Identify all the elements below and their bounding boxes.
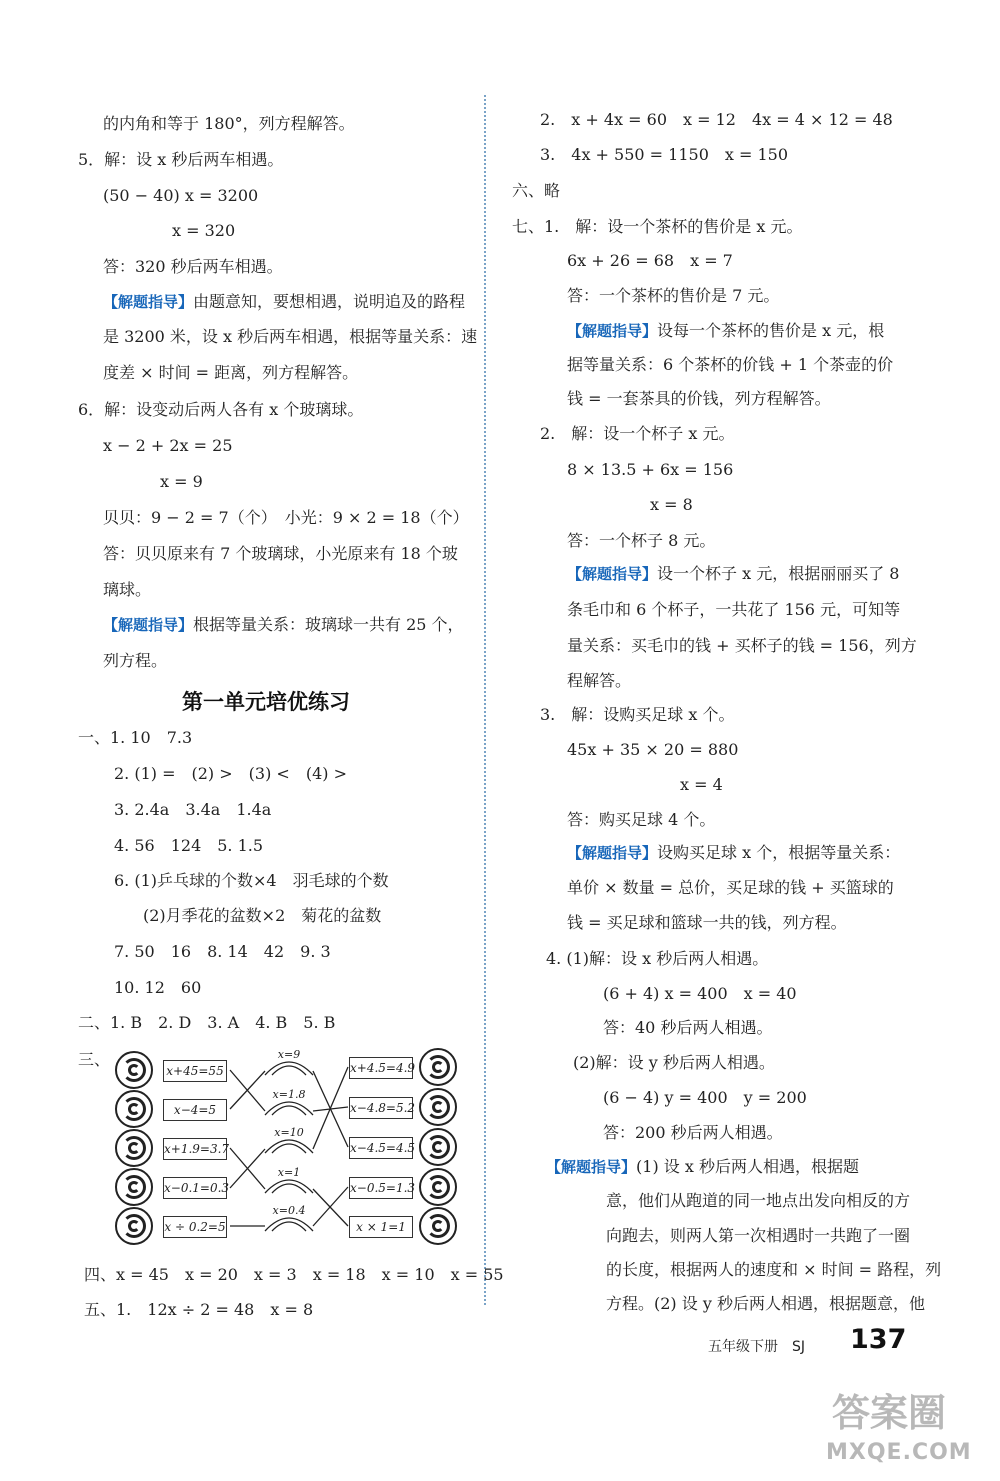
right-line: 45x + 35 × 20 = 880 — [567, 740, 739, 759]
left-line: 四、x = 45 x = 20 x = 3 x = 18 x = 10 x = 55 — [84, 1265, 504, 1284]
left-line: 4. 56 124 5. 1.5 — [114, 836, 264, 855]
right-line: 量关系：买毛巾的钱 + 买杯子的钱 = 156，列方 — [567, 636, 917, 655]
watermark-logo: 答案圈 — [832, 1391, 947, 1435]
right-line: 据等量关系：6 个茶杯的价钱 + 1 个茶壶的价 — [567, 355, 894, 374]
left-line: 三、 — [78, 1050, 111, 1069]
solution-tip-line — [567, 564, 899, 584]
right-line: 六、略 — [512, 181, 561, 200]
solution-label: x=1.8 — [272, 1088, 306, 1101]
equation-box: x−0.5=1.3 — [349, 1177, 413, 1199]
right-line: (2)解：设 y 秒后两人相遇。 — [573, 1053, 775, 1072]
right-line: 单价 × 数量 = 总价，买足球的钱 + 买篮球的 — [567, 878, 894, 897]
watermark-url: MXQE.COM — [826, 1440, 972, 1465]
ball-icon — [419, 1048, 457, 1086]
left-line: 度差 × 时间 = 距离，列方程解答。 — [103, 363, 359, 382]
ball-icon — [419, 1168, 457, 1206]
solution-label: x=10 — [274, 1126, 304, 1139]
right-line: 方程。(2) 设 y 秒后两人相遇，根据题意，他 — [606, 1294, 925, 1313]
left-line: 答：320 秒后两车相遇。 — [103, 257, 283, 276]
ball-icon — [115, 1129, 153, 1167]
solution-tip-line — [103, 292, 465, 312]
right-line: 条毛巾和 6 个杯子，一共花了 156 元，可知等 — [567, 600, 901, 619]
equation-box: x−4.5=4.5 — [349, 1137, 413, 1159]
left-line: 列方程。 — [103, 651, 168, 670]
right-line: 6x + 26 = 68 x = 7 — [567, 251, 733, 270]
solution-tip-text: 设购买足球 x 个，根据等量关系： — [657, 843, 901, 862]
solution-tip-tag: 【解题指导】 — [103, 293, 194, 311]
solution-tip-line — [103, 615, 464, 635]
page-number: 137 — [850, 1324, 907, 1355]
ball-icon — [115, 1168, 153, 1206]
right-line: 的长度，根据两人的速度和 × 时间 = 路程，列 — [606, 1260, 942, 1279]
ball-icon — [115, 1207, 153, 1245]
equation-box: x × 1=1 — [349, 1216, 413, 1238]
right-line: 2. 解：设一个杯子 x 元。 — [540, 424, 735, 443]
solution-tip-text: (1) 设 x 秒后两人相遇，根据题 — [636, 1157, 859, 1176]
ball-icon — [419, 1207, 457, 1245]
left-line: (2)月季花的盆数×2 菊花的盆数 — [143, 906, 382, 925]
left-line: 贝贝：9 − 2 = 7（个） 小光：9 × 2 = 18（个） — [103, 508, 469, 527]
left-line: x = 9 — [160, 472, 203, 491]
left-line: 答：贝贝原来有 7 个玻璃球，小光原来有 18 个玻 — [103, 544, 458, 563]
right-line: 答：200 秒后两人相遇。 — [603, 1123, 783, 1142]
solution-tip-line — [567, 321, 884, 341]
left-line: 二、1. B 2. D 3. A 4. B 5. B — [78, 1013, 336, 1032]
left-line: x − 2 + 2x = 25 — [103, 436, 233, 455]
solution-tip-tag: 【解题指导】 — [546, 1158, 637, 1176]
right-line: 2. x + 4x = 60 x = 12 4x = 4 × 12 = 48 — [540, 110, 893, 129]
ball-icon — [115, 1090, 153, 1128]
right-line: 答：一个杯子 8 元。 — [567, 531, 716, 550]
solution-label: x=1 — [277, 1166, 301, 1179]
solution-label: x=9 — [277, 1048, 301, 1061]
equation-box: x+1.9=3.7 — [163, 1138, 227, 1160]
left-line: 是 3200 米，设 x 秒后两车相遇，根据等量关系：速 — [103, 327, 478, 346]
left-line: 5．解：设 x 秒后两车相遇。 — [78, 150, 284, 169]
column-divider — [484, 95, 486, 1305]
left-line: 2. (1) = (2) > (3) < (4) > — [114, 764, 347, 783]
ball-icon — [419, 1128, 457, 1166]
right-line: 程解答。 — [567, 671, 632, 690]
right-line: 4. (1)解：设 x 秒后两人相遇。 — [546, 949, 769, 968]
left-line: 6. (1)乒乓球的个数×4 羽毛球的个数 — [114, 871, 389, 890]
equation-box: x+4.5=4.9 — [349, 1057, 413, 1079]
right-line: 钱 = 一套茶具的价钱，列方程解答。 — [567, 389, 831, 408]
equation-box: x ÷ 0.2=5 — [163, 1216, 227, 1238]
right-line: 3. 4x + 550 = 1150 x = 150 — [540, 145, 789, 164]
right-line: 向跑去，则两人第一次相遇时一共跑了一圈 — [606, 1226, 911, 1245]
right-line: 答：40 秒后两人相遇。 — [603, 1018, 773, 1037]
solution-tip-line — [546, 1157, 859, 1177]
left-line: 璃球。 — [103, 580, 152, 599]
solution-tip-text: 根据等量关系：玻璃球一共有 25 个， — [193, 615, 464, 634]
ball-icon — [419, 1088, 457, 1126]
right-line: 答：一个茶杯的售价是 7 元。 — [567, 286, 780, 305]
right-line: 七、1. 解：设一个茶杯的售价是 x 元。 — [512, 217, 803, 236]
left-line: 10. 12 60 — [114, 978, 202, 997]
right-line: (6 − 4) y = 400 y = 200 — [603, 1088, 807, 1107]
equation-box: x−4.8=5.2 — [349, 1097, 413, 1119]
left-line: 一、1. 10 7.3 — [78, 728, 193, 747]
left-line: 6．解：设变动后两人各有 x 个玻璃球。 — [78, 400, 364, 419]
solution-tip-line — [567, 843, 900, 863]
left-line: x = 320 — [172, 221, 236, 240]
right-line: (6 + 4) x = 400 x = 40 — [603, 984, 797, 1003]
left-line: 7. 50 16 8. 14 42 9. 3 — [114, 942, 331, 961]
right-line: 钱 = 买足球和篮球一共的钱，列方程。 — [567, 913, 847, 932]
section-title: 第一单元培优练习 — [182, 690, 350, 714]
right-line: x = 4 — [680, 775, 723, 794]
solution-tip-text: 由题意知，要想相遇，说明追及的路程 — [193, 292, 466, 311]
equation-box: x−4=5 — [163, 1099, 227, 1121]
ball-icon — [115, 1051, 153, 1089]
right-line: 8 × 13.5 + 6x = 156 — [567, 460, 734, 479]
solution-tip-text: 设一个杯子 x 元，根据丽丽买了 8 — [657, 564, 900, 583]
equation-box: x+45=55 — [163, 1060, 227, 1082]
solution-tip-tag: 【解题指导】 — [103, 616, 194, 634]
solution-label: x=0.4 — [272, 1204, 306, 1217]
solution-tip-tag: 【解题指导】 — [567, 322, 658, 340]
solution-tip-tag: 【解题指导】 — [567, 565, 658, 583]
left-line: 五、1. 12x ÷ 2 = 48 x = 8 — [84, 1300, 314, 1319]
solution-tip-text: 设每一个茶杯的售价是 x 元，根 — [657, 321, 885, 340]
left-line: 的内角和等于 180°，列方程解答。 — [103, 114, 355, 133]
grade-label: 五年级下册 SJ — [708, 1339, 806, 1355]
matching-figure — [115, 1045, 465, 1245]
right-line: 3. 解：设购买足球 x 个。 — [540, 705, 735, 724]
right-line: 答：购买足球 4 个。 — [567, 810, 716, 829]
right-line: x = 8 — [650, 495, 693, 514]
equation-box: x−0.1=0.3 — [163, 1177, 227, 1199]
left-line: (50 − 40) x = 3200 — [103, 186, 259, 205]
left-line: 3. 2.4a 3.4a 1.4a — [114, 800, 272, 819]
solution-tip-tag: 【解题指导】 — [567, 844, 658, 862]
right-line: 意，他们从跑道的同一地点出发向相反的方 — [606, 1191, 911, 1210]
